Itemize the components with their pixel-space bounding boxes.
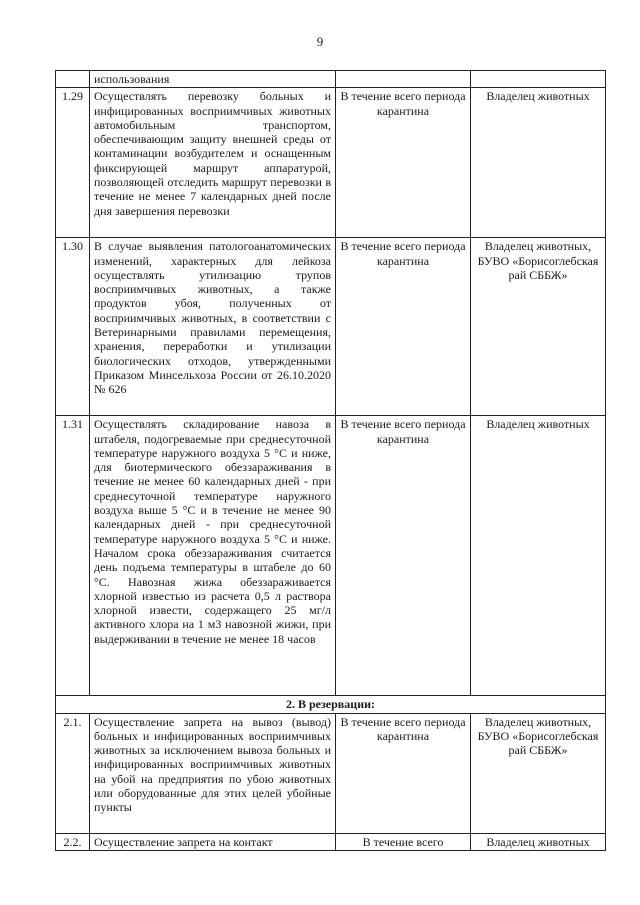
measures-table [55, 70, 606, 851]
table-row [56, 833, 606, 850]
page-number: 9 [316, 34, 324, 49]
row-number-cell: 1.30 [56, 238, 90, 416]
table-row [56, 238, 606, 416]
row-number-cell: 1.31 [56, 416, 90, 696]
table-row [56, 713, 606, 833]
section-header-row [56, 696, 606, 713]
responsible-cell: Владелец животных [471, 88, 606, 238]
table-row [56, 71, 606, 88]
responsible-cell: Владелец животных [471, 416, 606, 696]
period-cell: В течение всего периода карантина [336, 238, 471, 416]
table-row [56, 88, 606, 238]
action-cell: Осуществлять складирование навоза в штабеля, подогреваемые при среднесуточной температуре наружного воздуха 5 °С и ниже, для биотермического обеззараживания в течение не менее 60 календарных дней - при среднесуточной температуре наружного воздуха выше 5 °С и в течение не менее 90 календарных дней - при среднесуточной температуре наружного воздуха 5 °С и ниже. Началом срока обеззараживания считается день подъема температуры в штабеле до 60 °С. Навозная жижа обеззараживается хлорной известью из расчета 0,5 л раствора хлорной извести, содержащего 25 мг/л активного хлора на 1 м3 навозной жижи, при выдерживании в течение не менее 18 часов [90, 416, 336, 696]
responsible-cell [471, 71, 606, 88]
table-row [56, 416, 606, 696]
period-cell [336, 71, 471, 88]
responsible-cell: Владелец животных, БУВО «Борисоглебская рай СББЖ» [471, 713, 606, 833]
responsible-cell: Владелец животных, БУВО «Борисоглебская рай СББЖ» [471, 238, 606, 416]
period-cell: В течение всего [336, 833, 471, 850]
action-cell: использования [90, 71, 336, 88]
action-cell: Осуществлять перевозку больных и инфицированных восприимчивых животных автомобильным транспортом, обеспечивающим защиту внешней среды от контаминации возбудителем и оснащенным фиксирующей маршрут аппаратурой, позволяющей отследить маршрут перевозки в течение не менее 7 календарных дней после дня завершения перевозки [90, 88, 336, 238]
period-cell: В течение всего периода карантина [336, 416, 471, 696]
row-number-cell: 2.2. [56, 833, 90, 850]
section-title: 2. В резервации: [56, 696, 606, 713]
action-cell: В случае выявления патологоанатомических изменений, характерных для лейкоза осуществлять утилизацию трупов восприимчивых животных, а также продуктов убоя, полученных от восприимчивых животных, в соответствии с Ветеринарными правилами перемещения, хранения, переработки и утилизации биологических отходов, утвержденными Приказом Минсельхоза России от 26.10.2020 № 626 [90, 238, 336, 416]
action-cell: Осуществление запрета на контакт [90, 833, 336, 850]
row-number-cell: 1.29 [56, 88, 90, 238]
responsible-cell: Владелец животных [471, 833, 606, 850]
row-number-cell [56, 71, 90, 88]
period-cell: В течение всего периода карантина [336, 713, 471, 833]
action-cell: Осуществление запрета на вывоз (вывод) больных и инфицированных восприимчивых животных за исключением вывоза больных и инфицированных восприимчивых животных на убой на предприятия по убою животных или оборудованные для этих целей убойные пункты [90, 713, 336, 833]
row-number-cell: 2.1. [56, 713, 90, 833]
period-cell: В течение всего периода карантина [336, 88, 471, 238]
